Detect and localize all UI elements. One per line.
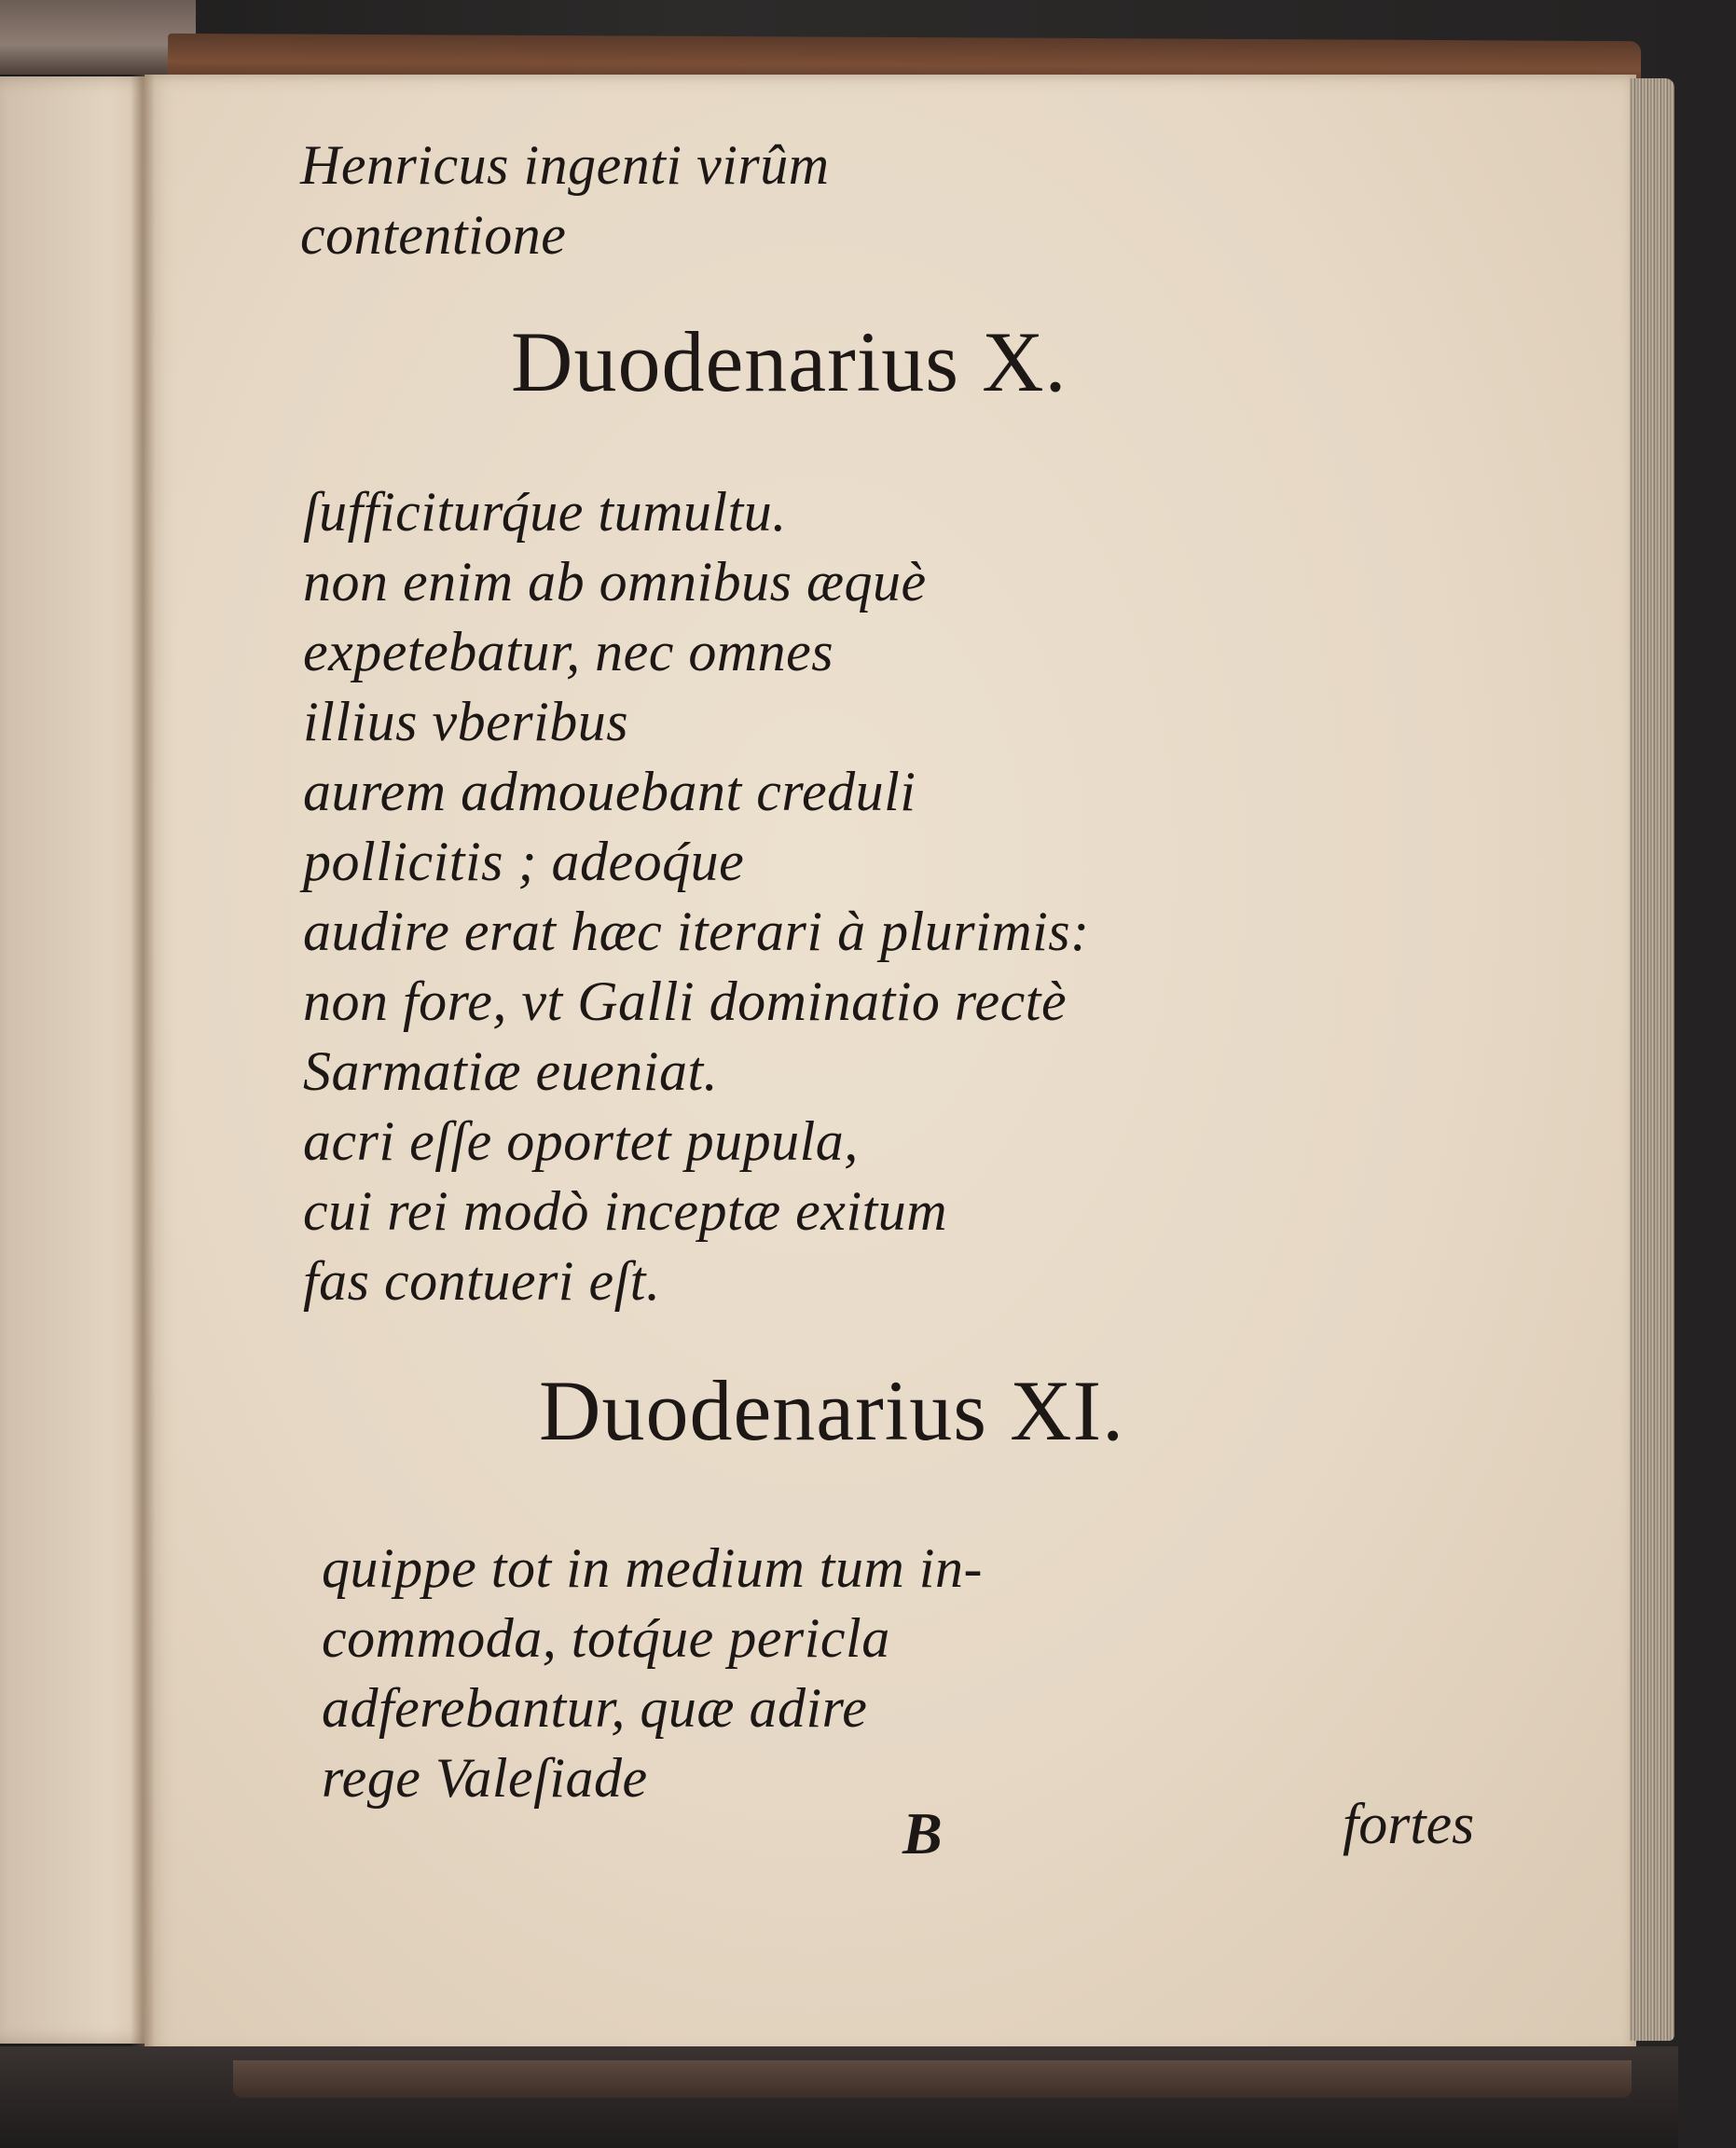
section-xi-line: quippe tot in medium tum in-	[322, 1537, 983, 1599]
section-x-line: ſufficiturq́ue tumultu.	[303, 481, 787, 543]
header-line-1: Henricus ingenti virûm	[300, 134, 830, 196]
section-x-line: illius vberibus	[303, 691, 629, 752]
section-xi-text	[322, 1534, 983, 1813]
header-text	[300, 131, 830, 270]
section-xi-line: adferebantur, quæ adire	[322, 1677, 868, 1739]
section-heading-xi: Duodenarius XI.	[539, 1363, 1125, 1458]
section-x-line: pollicitis ; adeoq́ue	[303, 831, 745, 892]
signature-mark: B	[902, 1800, 943, 1866]
section-xi-line: rege Valeſiade	[322, 1747, 648, 1809]
section-x-line: non enim ab omnibus æquè	[303, 551, 927, 613]
section-x-line: aurem admouebant creduli	[303, 761, 916, 822]
catchword: fortes	[1343, 1793, 1475, 1856]
section-x-text	[303, 477, 1090, 1316]
page-stack-edges	[1630, 78, 1674, 2041]
section-x-line: cui rei modò inceptæ exitum	[303, 1180, 948, 1242]
section-x-line: acri eſſe oportet pupula,	[303, 1110, 859, 1172]
page-gutter	[131, 75, 155, 2051]
header-line-2: contentione	[300, 204, 567, 266]
book-cover-bottom-edge	[233, 2060, 1632, 2098]
section-x-line: fas contueri eſt.	[303, 1250, 661, 1312]
section-x-line: expetebatur, nec omnes	[303, 621, 834, 682]
section-x-line: non fore, vt Galli dominatio rectè	[303, 971, 1068, 1032]
section-x-line: Sarmatiæ eueniat.	[303, 1040, 719, 1102]
section-xi-line: commoda, totq́ue pericla	[322, 1607, 890, 1669]
binding-spine	[0, 0, 196, 75]
section-heading-x: Duodenarius X.	[511, 314, 1068, 409]
section-x-line: audire erat hæc iterari à plurimis:	[303, 901, 1090, 962]
